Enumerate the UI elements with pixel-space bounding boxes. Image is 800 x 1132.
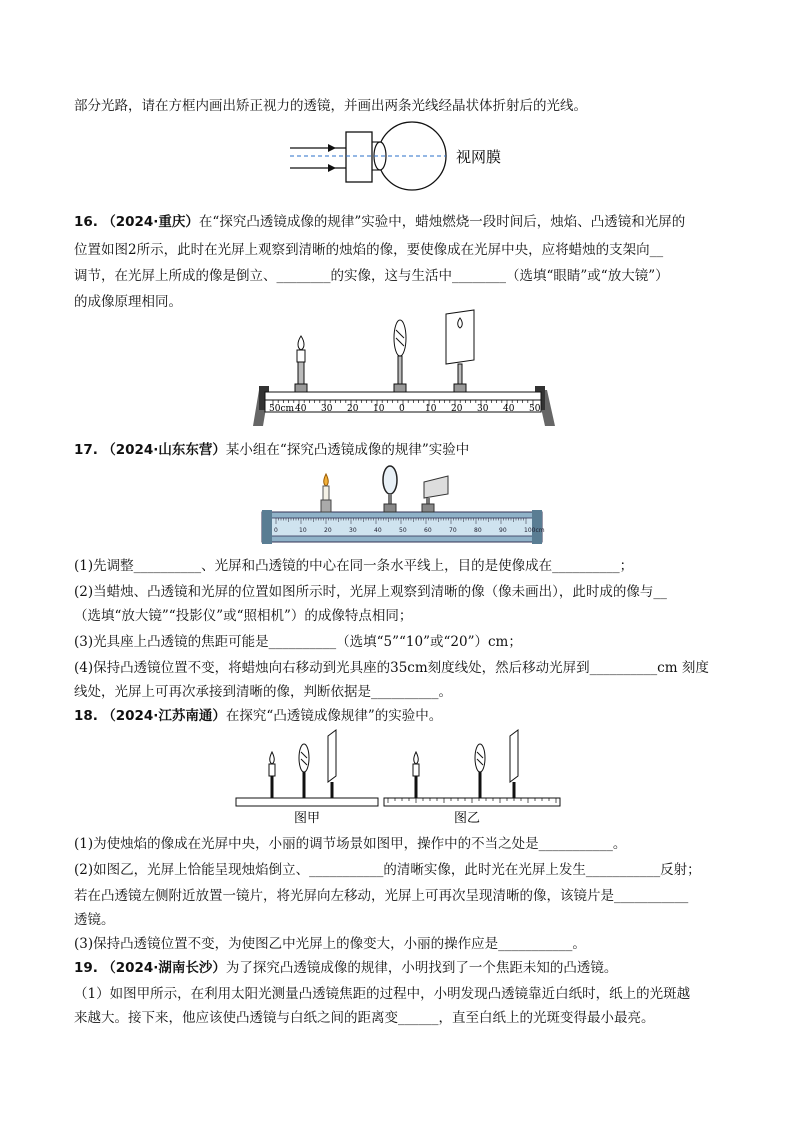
ruler-label: 90 [499, 527, 507, 534]
correction-box [346, 132, 372, 182]
q18-source: （2024·江苏南通） [102, 708, 226, 724]
q16-line-3: 调节，在光屏上所成的像是倒立、________的实像，这与生活中________（选填“眼睛”或“放大镜”） [74, 268, 669, 284]
ruler-label: 40 [374, 527, 382, 534]
optical-bench-q16 [255, 310, 555, 430]
convex-lens [394, 320, 406, 392]
candle [295, 336, 307, 392]
q18-p2a: (2)如图乙，光屏上恰能呈现烛焰倒立、___________的清晰实像，此时光在光屏上发生___________反射； [74, 862, 701, 878]
figure-yi-caption: 图乙 [454, 811, 481, 826]
q18-number: 18. [74, 708, 98, 724]
figure-jia [236, 730, 378, 826]
ruler-label: 0 [274, 527, 278, 534]
figure-jia-caption: 图甲 [294, 811, 321, 826]
q17-number: 17. [74, 442, 98, 458]
q19-p1b: 来越大。接下来，他应该使凸透镜与白纸之间的距离变______，直至白纸上的光斑变得最小最亮。 [74, 1010, 655, 1026]
q17-p4b: 线处，光屏上可再次承接到清晰的像，判断依据是__________。 [74, 684, 452, 700]
q19-number: 19. [74, 960, 98, 976]
q18-figures [232, 726, 568, 826]
ruler-label: 0 [399, 404, 405, 414]
q19-p1a: （1）如图甲所示，在利用太阳光测量凸透镜焦距的过程中，小明发现凸透镜靠近白纸时，纸上的光斑越 [74, 986, 691, 1002]
light-screen [446, 310, 474, 392]
ruler-label: 10 [373, 404, 385, 414]
ruler-label: 40 [295, 404, 307, 414]
ruler-label: 80 [474, 527, 482, 534]
q18-intro: 在探究“凸透镜成像规律”的实验中。 [225, 708, 443, 724]
q17-p4a: (4)保持凸透镜位置不变，将蜡烛向右移动到光具座的35cm刻度线处，然后移动光屏到__________cm 刻度 [74, 660, 709, 676]
q17-p3: (3)光具座上凸透镜的焦距可能是__________（选填“5”“10”或“20”）cm； [74, 634, 522, 650]
q18-line-intro [74, 706, 442, 726]
q16-text-1: 在“探究凸透镜成像的规律”实验中，蜡烛燃烧一段时间后，烛焰、凸透镜和光屏的 [198, 214, 686, 230]
light-screen [422, 476, 448, 512]
ruler-label: 30 [321, 404, 333, 414]
ruler-label: 60 [424, 527, 432, 534]
candle [321, 474, 331, 512]
figure-yi [384, 730, 560, 826]
q18-p2b: 若在凸透镜左侧附近放置一镜片，将光屏向左移动，光屏上可再次呈现清晰的像，该镜片是___________ [74, 888, 689, 904]
ruler-label: 50cm [269, 404, 295, 414]
ruler-label: 40 [503, 404, 515, 414]
ruler-label: 70 [449, 527, 457, 534]
retina-label: 视网膜 [456, 148, 502, 166]
ruler-label: 100cm [524, 527, 545, 534]
q16-line-4: 的成像原理相同。 [74, 294, 182, 310]
ruler-label: 20 [451, 404, 463, 414]
ruler-label: 50 [399, 527, 407, 534]
ruler-label: 20 [324, 527, 332, 534]
q16-line-2: 位置如图2所示，此时在光屏上观察到清晰的烛焰的像，要使像成在光屏中央，应将蜡烛的支架向__ [74, 242, 664, 258]
q17-source: （2024·山东东营） [102, 442, 226, 458]
q17-line-intro [74, 440, 469, 460]
q17-p2a: (2)当蜡烛、凸透镜和光屏的位置如图所示时，光屏上观察到清晰的像（像未画出），此时成的像与__ [74, 584, 667, 600]
ruler-label: 50 [529, 404, 541, 414]
convex-lens [383, 466, 397, 512]
q16-source: （2024·重庆） [102, 214, 199, 230]
ruler-label: 10 [425, 404, 437, 414]
q17-intro: 某小组在“探究凸透镜成像的规律”实验中 [225, 442, 470, 458]
q19-intro: 为了探究凸透镜成像的规律，小明找到了一个焦距未知的凸透镜。 [225, 960, 618, 976]
q16-line-1 [74, 212, 685, 232]
bench-rail [265, 392, 541, 400]
q17-p2b: （选填“放大镜”“投影仪”或“照相机”）的成像特点相同； [74, 608, 413, 624]
q15-line-1: 部分光路，请在方框内画出矫正视力的透镜，并画出两条光线经晶状体折射后的光线。 [74, 98, 587, 114]
ruler-label: 30 [477, 404, 489, 414]
q16-number: 16. [74, 214, 98, 230]
ruler-label: 30 [349, 527, 357, 534]
q18-p2c: 透镜。 [74, 912, 115, 928]
q18-p1: (1)为使烛焰的像成在光屏中央，小丽的调节场景如图甲，操作中的不当之处是___________。 [74, 836, 627, 852]
optical-bench-q17 [262, 462, 545, 552]
q17-p1: (1)先调整__________、光屏和凸透镜的中心在同一条水平线上，目的是使像成在__________； [74, 558, 634, 574]
ruler-label: 20 [347, 404, 359, 414]
q19-source: （2024·湖南长沙） [102, 960, 226, 976]
ruler-label: 10 [299, 527, 307, 534]
q19-line-intro [74, 958, 617, 978]
q18-p3: (3)保持凸透镜位置不变，为使图乙中光屏上的像变大，小丽的操作应是___________。 [74, 936, 586, 952]
eye-diagram [280, 120, 540, 200]
